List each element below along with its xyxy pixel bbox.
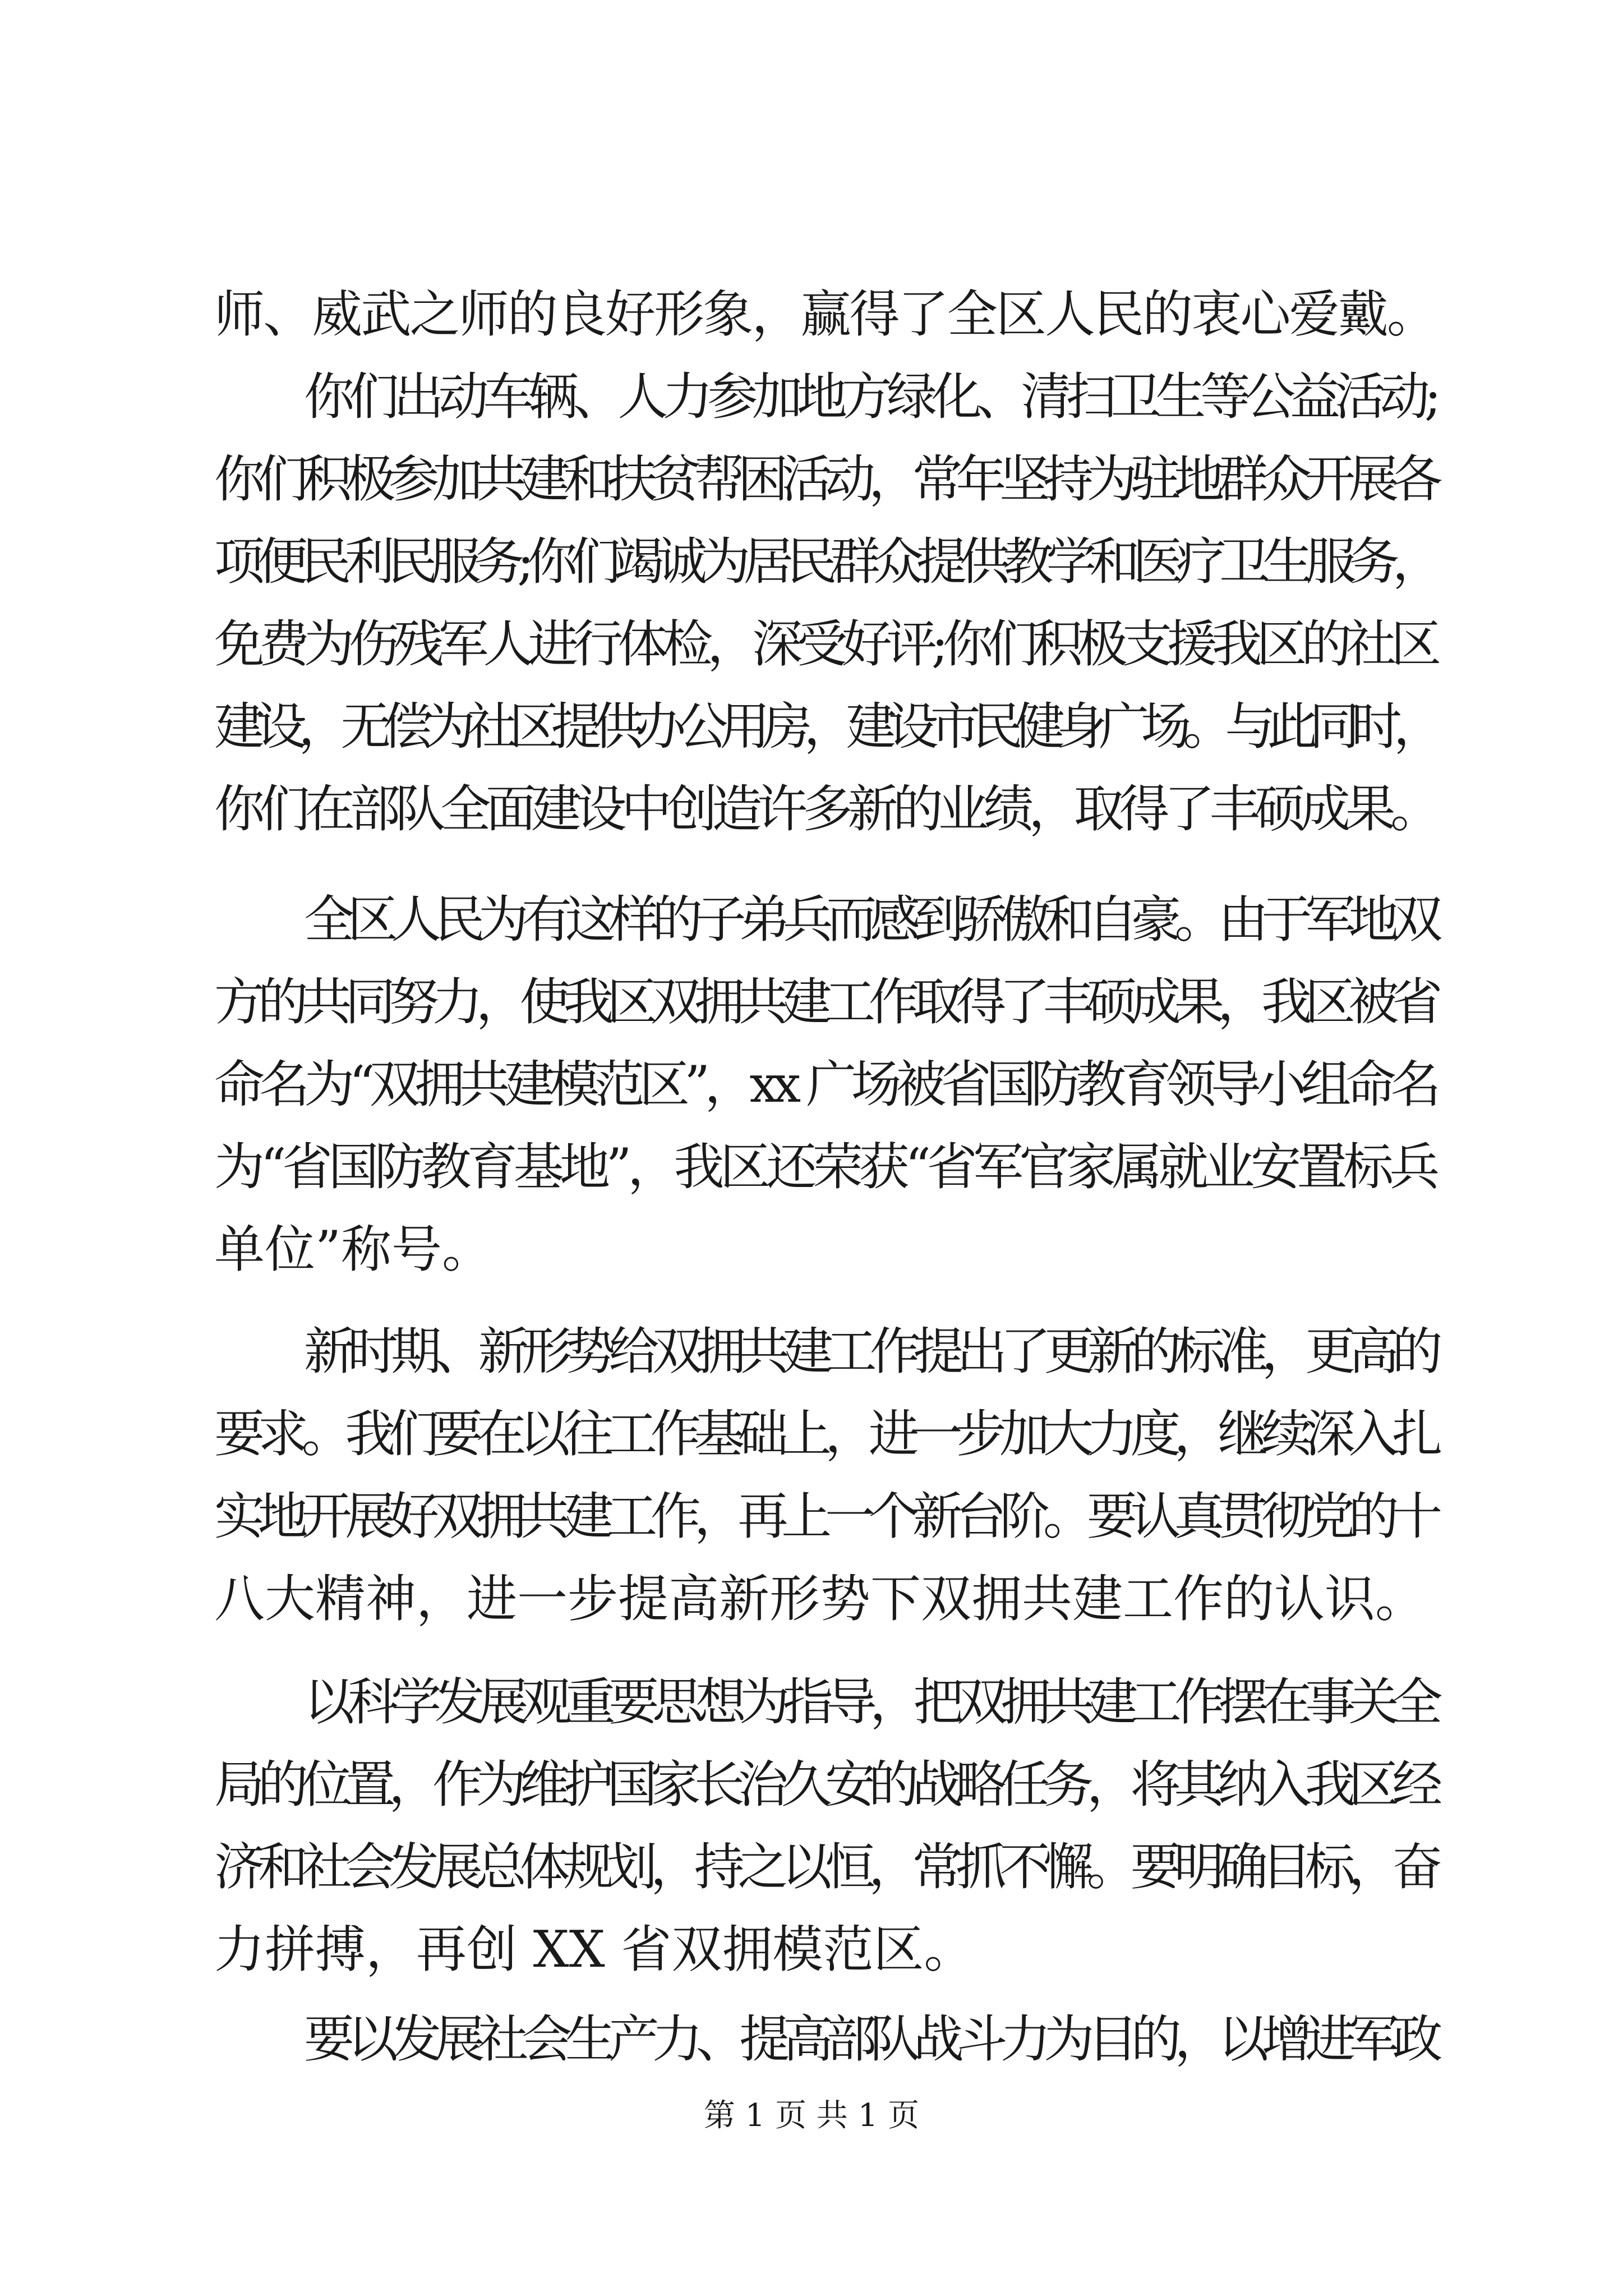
text-line: 命名为“双拥共建模范区”，xx 广场被省国防教育领导小组命名: [214, 1055, 1436, 1114]
text-line: 全区人民为有这样的子弟兵而感到骄傲和自豪。由于军地双: [304, 890, 1436, 949]
text-line: 免费为伤残军人进行体检，深受好评;你们积极支援我区的社区: [214, 615, 1436, 674]
text-line: 八大精神，进一步提高新形势下双拥共建工作的认识。: [214, 1570, 1426, 1628]
page-number-footer: 第 1 页 共 1 页: [703, 2097, 920, 2134]
text-line: 你们积极参加共建和扶贫帮困活动，常年坚持为驻地群众开展各: [214, 450, 1436, 509]
text-line: 力拼搏，再创 XX 省双拥模范区。: [214, 1920, 975, 1979]
text-line: 单位”称号。: [214, 1220, 493, 1279]
text-line: 实地开展好双拥共建工作，再上一个新台阶。要认真贯彻党的十: [214, 1487, 1436, 1546]
text-line: 新时期、新形势给双拥共建工作提出了更新的标准，更高的: [304, 1322, 1436, 1381]
text-line: 项便民利民服务;你们竭诚为居民群众提供教学和医疗卫生服务，: [214, 532, 1436, 591]
text-line: 要以发展社会生产力、提高部队战斗力为目的，以增进军政: [304, 2010, 1436, 2069]
text-line: 师、威武之师的良好形象，赢得了全区人民的衷心爱戴。: [214, 285, 1436, 344]
text-line: 建设，无偿为社区提供办公用房，建设市民健身广场。与此同时，: [214, 697, 1436, 756]
text-line: 以科学发展观重要思想为指导，把双拥共建工作摆在事关全: [304, 1673, 1436, 1732]
text-line: 要求。我们要在以往工作基础上，进一步加大力度，继续深入扎: [214, 1405, 1436, 1464]
text-line: 济和社会发展总体规划，持之以恒，常抓不懈。要明确目标，奋: [214, 1838, 1436, 1897]
text-line: 方的共同努力，使我区双拥共建工作取得了丰硕成果，我区被省: [214, 973, 1436, 1032]
text-line: 局的位置，作为维护国家长治久安的战略任务，将其纳入我区经: [214, 1755, 1436, 1814]
text-line: 你们在部队全面建设中创造许多新的业绩，取得了丰硕成果。: [214, 780, 1436, 839]
text-line: 为“省国防教育基地”，我区还荣获“省军官家属就业安置标兵: [214, 1138, 1436, 1197]
text-line: 你们出动车辆、人力参加地方绿化、清扫卫生等公益活动;: [304, 367, 1436, 426]
